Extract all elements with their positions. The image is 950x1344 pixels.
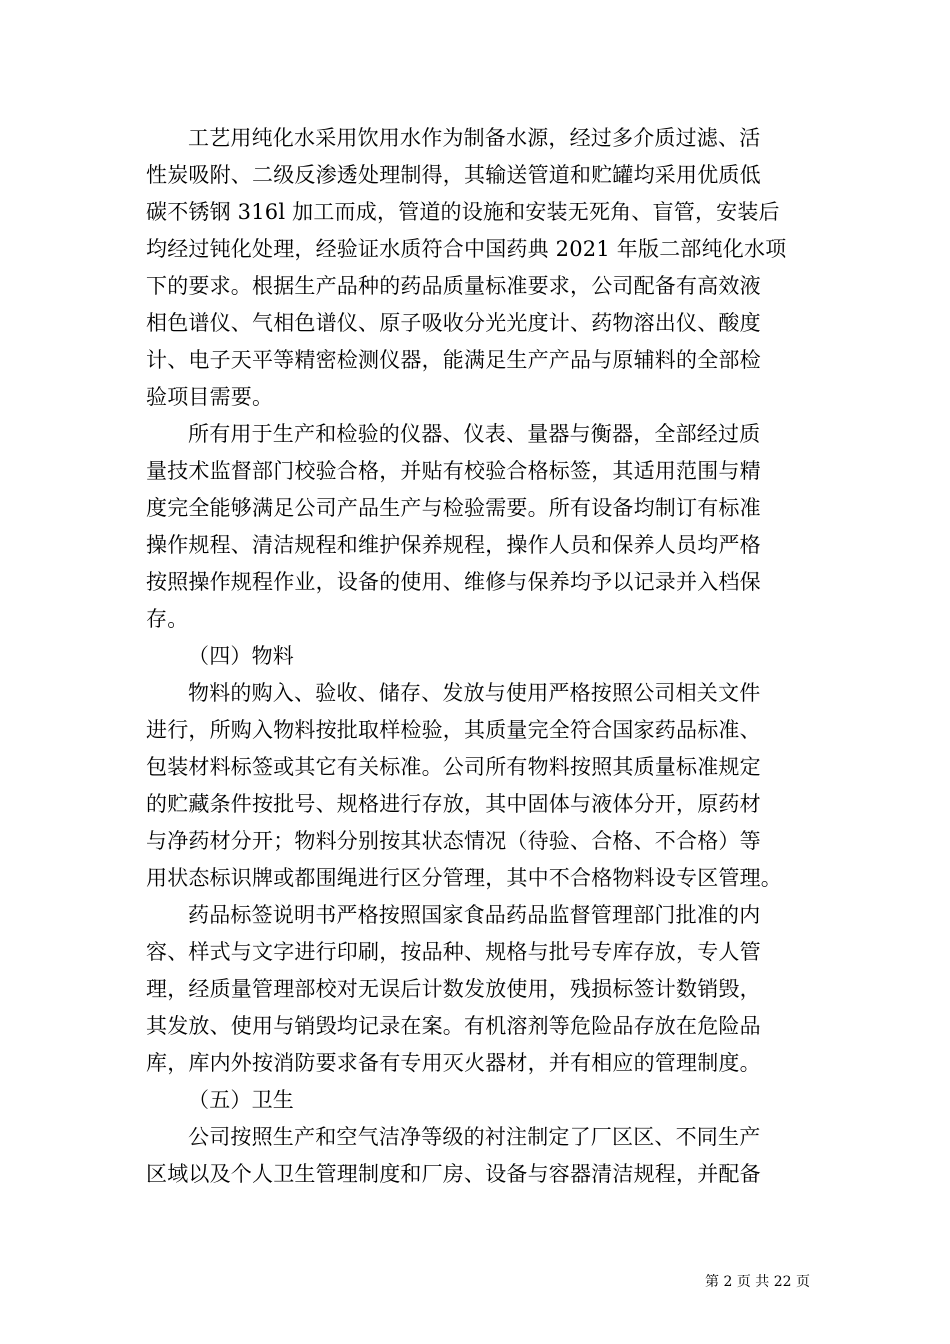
text-line: 碳不锈钢 316l 加工而成，管道的设施和安装无死角、盲管，安装后 [146,200,780,224]
text-line: 容、样式与文字进行印刷，按品种、规格与批号专库存放，专人管 [146,940,761,964]
text-line: 工艺用纯化水采用饮用水作为制备水源，经过多介质过滤、活 [188,126,761,150]
text-line: 物料的购入、验收、储存、发放与使用严格按照公司相关文件 [188,681,761,705]
text-line: 下的要求。根据生产品种的药品质量标准要求，公司配备有高效液 [146,274,761,298]
page-number: 第 2 页 共 22 页 [705,1274,810,1290]
text-line: 包装材料标签或其它有关标准。公司所有物料按照其质量标准规定 [146,755,761,779]
text-line: 区域以及个人卫生管理制度和厂房、设备与容器清洁规程，并配备 [146,1162,761,1186]
text-line: 性炭吸附、二级反渗透处理制得，其输送管道和贮罐均采用优质低 [146,163,761,187]
text-line: 相色谱仪、气相色谱仪、原子吸收分光光度计、药物溶出仪、酸度 [146,311,761,335]
text-line: 按照操作规程作业，设备的使用、维修与保养均予以记录并入档保 [146,570,761,594]
text-line: 量技术监督部门校验合格，并贴有校验合格标签，其适用范围与精 [146,459,761,483]
text-line: 存。 [146,607,189,631]
text-line: 理，经质量管理部校对无误后计数发放使用，残损标签计数销毁， [146,977,761,1001]
section-heading: （四）物料 [188,644,294,668]
section-heading: （五）卫生 [188,1088,294,1112]
text-line: 度完全能够满足公司产品生产与检验需要。所有设备均制订有标准 [146,496,761,520]
text-line: 计、电子天平等精密检测仪器，能满足生产产品与原辅料的全部检 [146,348,761,372]
text-line: 公司按照生产和空气洁净等级的衬注制定了厂区区、不同生产 [188,1125,761,1149]
text-line: 库，库内外按消防要求备有专用灭火器材，并有相应的管理制度。 [146,1051,761,1075]
text-line: 验项目需要。 [146,385,274,409]
text-line: 药品标签说明书严格按照国家食品药品监督管理部门批准的内 [188,903,761,927]
text-line: 所有用于生产和检验的仪器、仪表、量器与衡器，全部经过质 [188,422,761,446]
text-line: 的贮藏条件按批号、规格进行存放，其中固体与液体分开，原药材 [146,792,761,816]
text-line: 其发放、使用与销毁均记录在案。有机溶剂等危险品存放在危险品 [146,1014,761,1038]
text-line: 用状态标识牌或都围绳进行区分管理，其中不合格物料设专区管理。 [146,866,782,890]
text-line: 进行，所购入物料按批取样检验，其质量完全符合国家药品标准、 [146,718,761,742]
text-line: 操作规程、清洁规程和维护保养规程，操作人员和保养人员均严格 [146,533,761,557]
text-line: 与净药材分开；物料分别按其状态情况（待验、合格、不合格）等 [146,829,761,853]
text-line: 均经过钝化处理，经验证水质符合中国药典 2021 年版二部纯化水项 [146,237,787,261]
